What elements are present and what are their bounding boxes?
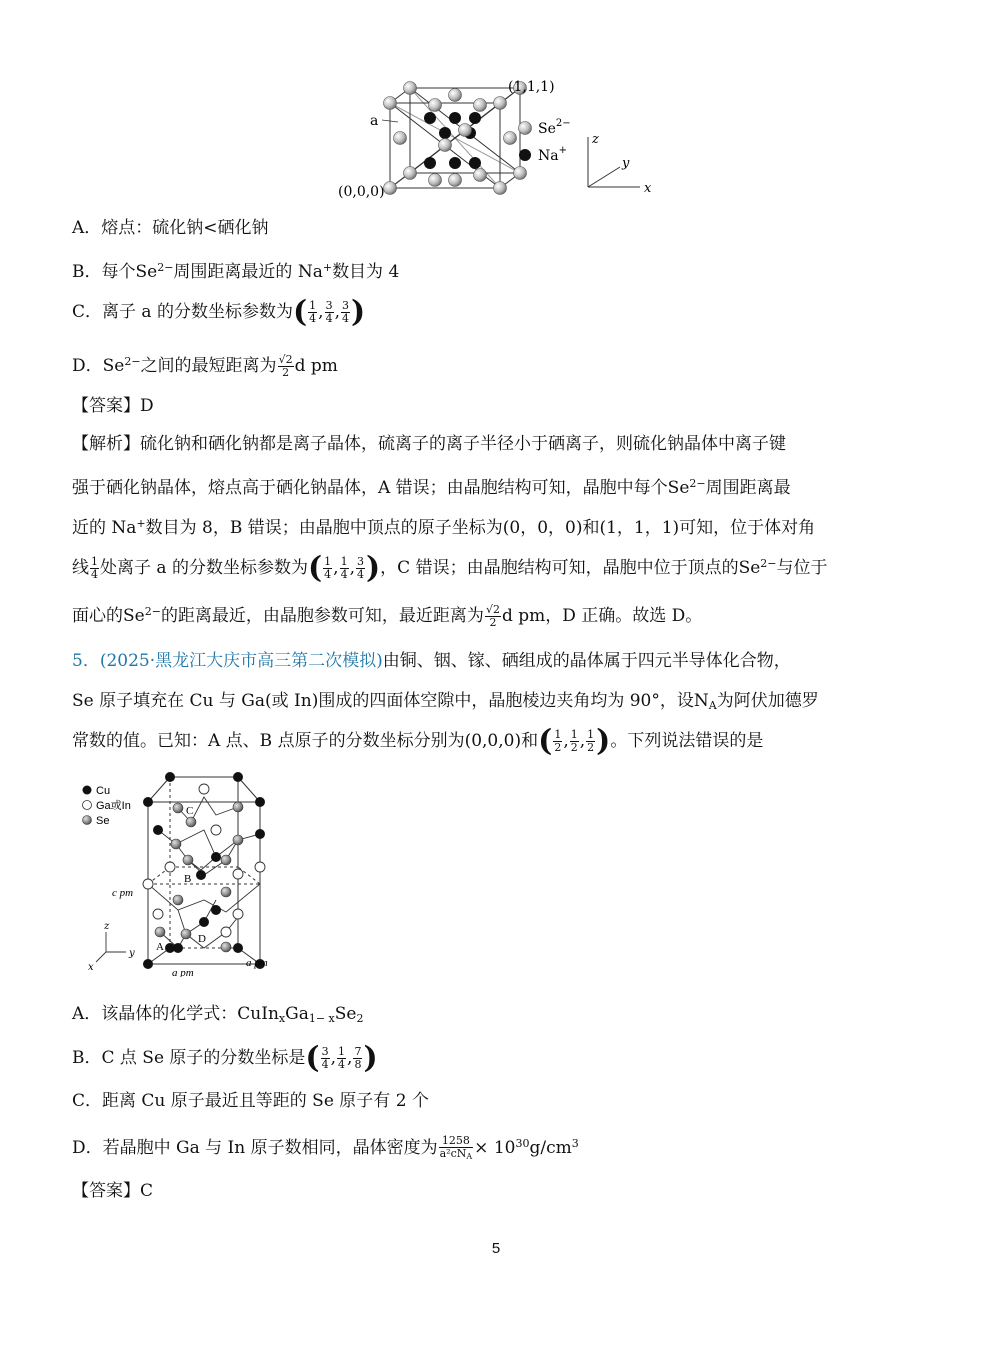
q5-stem2-pre: Se 原子填充在 Cu 与 Ga(或 In)围成的四面体空隙中，晶胞棱边夹角均为 90°，设N: [72, 691, 709, 711]
q4-answer: 【答案】D: [72, 396, 154, 416]
q4-optB-mid: 周围距离最近的 Na: [173, 262, 323, 282]
legend-se-text: [538, 118, 571, 137]
q4-optC-frac1: [308, 300, 317, 325]
exp5-c: d pm，D 正确。故选 D。: [501, 606, 703, 626]
label-b: B: [184, 873, 192, 885]
frac-den: 4: [91, 568, 98, 581]
frac-den: 2: [554, 741, 562, 754]
label-000: (0,0,0): [338, 184, 385, 200]
q4-option-c: C．离子 a 的分数坐标参数为( $\frac{1}{4}$ , $\frac{3}{4}$ , $\frac{3}{4}$ ): [72, 294, 366, 330]
axis-y-label: y: [622, 156, 630, 171]
frac-den: 2: [282, 366, 290, 379]
frac-den-main: a²cN: [439, 1146, 467, 1160]
q4-optD-pre: D．Se: [72, 356, 125, 376]
axis-z-label-2: z: [104, 921, 110, 932]
q4-option-a: A．熔点：硫化钠<硒化钠: [72, 218, 269, 238]
q5-optD-frac: [439, 1135, 474, 1163]
label-d: D: [198, 933, 206, 945]
frac-den: 4: [340, 568, 348, 581]
frac-den: 4: [341, 312, 349, 325]
q4-optB-sup: 2−: [157, 261, 174, 274]
legend-ga-marker: [83, 801, 92, 810]
q5-stem2-post: 为阿伏加德罗: [716, 691, 819, 711]
q4-optD-post: d pm: [294, 356, 338, 376]
frac-num: 1: [91, 555, 98, 568]
q4-optB-sup2: +: [322, 261, 333, 274]
q5-option-a: [72, 1003, 363, 1030]
exp4-a: 线: [72, 558, 89, 578]
frac-num: √2: [485, 603, 500, 616]
frac-den: 2: [489, 616, 497, 629]
exp-line-1: 【解析】硫化钠和硒化钠都是离子晶体，硫离子的离子半径小于硒离子，则硫化钠晶体中离子键: [72, 434, 786, 454]
frac-num: 1: [340, 555, 348, 568]
legend-se-charge: 2−: [555, 118, 571, 129]
axis-x-label: x: [644, 181, 652, 196]
q5-optB-frac1: [321, 1046, 330, 1071]
q5-stem-frac1: [553, 729, 562, 754]
label-c-pm: c pm: [112, 887, 134, 899]
frac-den: 8: [354, 1058, 362, 1071]
q5-optB-frac3: [353, 1046, 362, 1071]
q5-optA-sub3: 2: [356, 1012, 364, 1025]
frac-den: [439, 1148, 474, 1163]
q4-optB-pre: B．每个Se: [72, 262, 158, 282]
frac-den: 2: [587, 741, 595, 754]
frac-den: 4: [309, 312, 317, 325]
q5-option-d: [72, 1133, 579, 1163]
label-a: a: [370, 113, 379, 129]
q5-optD-post: g/cm: [529, 1138, 572, 1158]
q5-answer: 【答案】C: [72, 1181, 154, 1201]
frac-den: 2: [570, 741, 578, 754]
exp-line-4: 线 $\frac{1}{4}$ 处离子 a 的分数坐标参数为( $\frac{1}{4}$ , $\frac{1}{4}$ , $\frac{3}{4}$ )，C 错误；由晶胞结构可知，晶胞中位于顶点的$Se^{2-}$与位于: [72, 550, 828, 586]
label-111: (1,1,1): [508, 79, 555, 95]
frac-den: 4: [325, 312, 333, 325]
label-a: A: [156, 941, 164, 953]
q5-stem2-sub: A: [708, 699, 717, 712]
exp4-frac3: [356, 556, 365, 581]
exp2-pre: 强于硒化钠晶体，熔点高于硒化钠晶体，A 错误；由晶胞结构可知，晶胞中每个Se: [72, 478, 690, 498]
frac-num: 3: [341, 299, 349, 312]
legend-se-marker: [83, 816, 92, 825]
q5-stem-line-1: [72, 641, 922, 681]
legend-cu-label: Cu: [96, 785, 111, 797]
frac-num: 1: [570, 728, 578, 741]
frac-num: 1: [587, 728, 595, 741]
exp-line-3: [72, 504, 922, 544]
axis-y-label-2: y: [129, 948, 135, 959]
q5-option-c: C．距离 Cu 原子最近且等距的 Se 原子有 2 个: [72, 1091, 429, 1111]
frac-den-sub: A: [466, 1151, 473, 1161]
frac-num: 3: [325, 299, 333, 312]
label-c: C: [186, 805, 194, 817]
exp5-b: 的距离最近，由晶胞参数可知，最近距离为: [160, 606, 484, 626]
legend-na-marker: [519, 149, 531, 161]
legend-na-charge: +: [558, 145, 567, 156]
exp3-post: 数目为 8，B 错误；由晶胞中顶点的原子坐标为(0，0，0)和(1，1，1)可知，位于体对角: [145, 518, 816, 538]
exp4-b: 处离子 a 的分数坐标参数为: [100, 558, 308, 578]
q5-optA-sub1: x: [278, 1012, 286, 1025]
exp2-post: 周围距离最: [705, 478, 791, 498]
q5-source: 5．(2025·黑龙江大庆市高三第二次模拟): [72, 651, 383, 671]
q4-option-b: [72, 257, 399, 283]
q5-optD-pre: D．若晶胞中 Ga 与 In 原子数相同，晶体密度为: [72, 1138, 438, 1158]
q5-stem3-pre: 常数的值。已知：A 点、B 点原子的分数坐标分别为(0,0,0)和: [72, 731, 539, 751]
exp4-frac2: [340, 556, 349, 581]
legend-se-label: Se: [538, 121, 556, 137]
frac-num: 1258: [439, 1135, 474, 1148]
label-a-pm-1: a pm: [172, 967, 194, 977]
q4-optD-mid: 之间的最短距离为: [140, 356, 277, 376]
frac-den: 4: [338, 1058, 346, 1071]
exp-line-2: [72, 464, 922, 504]
page-number: 5: [491, 1240, 501, 1257]
q5-stem-frac2: [570, 729, 579, 754]
exp2-sup: 2−: [689, 477, 706, 490]
q5-optA-mid: Ga: [285, 1004, 309, 1024]
q4-optC-pre: C．离子 a 的分数坐标参数为: [72, 302, 293, 322]
legend-na-label: Na: [538, 148, 559, 164]
q4-optB-post: 数目为 4: [332, 262, 400, 282]
exp4-frac1: [323, 556, 332, 581]
frac-num: 1: [309, 299, 317, 312]
q5-stem-frac3: [586, 729, 595, 754]
q5-optD-sup: 30: [515, 1137, 530, 1150]
q4-option-d: [72, 351, 338, 379]
exp4-d: 与位于: [776, 558, 828, 578]
q4-optC-frac2: [325, 300, 334, 325]
exp4-c: ，C 错误；由晶胞结构可知，晶胞中位于顶点的Se: [380, 558, 761, 578]
frac-num: 1: [324, 555, 332, 568]
exp5-frac: [485, 604, 501, 629]
legend-se-marker: [519, 122, 532, 135]
exp3-sup: +: [136, 517, 146, 530]
q5-optD-sup2: 3: [571, 1137, 579, 1150]
frac-num: √2: [278, 353, 293, 366]
q5-stem3-post: 。下列说法错误的是: [610, 731, 764, 751]
q4-optD-frac: [278, 354, 294, 379]
exp-line-5: [72, 592, 922, 632]
q5-optA-sub2: 1− x: [308, 1012, 335, 1025]
cigs-unit-cell-figure: [76, 772, 286, 977]
q4-optD-sup: 2−: [124, 355, 141, 368]
q5-stem-line-3: 常数的值。已知：A 点、B 点原子的分数坐标分别为(0,0,0)和( $\frac{1}{2}$ , $\frac{1}{2}$ , $\frac{1}{2}$ )。下列说法错误的是: [72, 723, 764, 759]
frac-num: 3: [321, 1045, 329, 1058]
axis-x-label-2: x: [88, 962, 94, 973]
q5-optB-pre: B．C 点 Se 原子的分数坐标是: [72, 1048, 306, 1068]
q4-explanation: [72, 424, 922, 632]
axis-z-label: z: [592, 132, 599, 147]
legend-se-label: Se: [96, 815, 110, 827]
q5-optA-mid2: Se: [334, 1004, 357, 1024]
na2se-unit-cell-figure: [330, 75, 660, 200]
q5-optB-frac2: [337, 1046, 346, 1071]
frac-den: 4: [324, 568, 332, 581]
label-a-pm-2: a pm: [246, 957, 268, 969]
axes-icon-2: [96, 932, 126, 962]
legend-na-text: [538, 145, 567, 164]
legend-ga-label: Ga或In: [96, 800, 131, 812]
frac-num: 1: [554, 728, 562, 741]
q5-stem-line-2: [72, 681, 922, 721]
frac-num: 3: [356, 555, 364, 568]
exp5-a: 面心的Se: [72, 606, 145, 626]
q5-stem: [72, 641, 922, 761]
frac-den: 4: [356, 568, 364, 581]
q4-optC-frac3: [341, 300, 350, 325]
frac-num: 7: [354, 1045, 362, 1058]
exp4-sup: 2−: [760, 557, 777, 570]
q5-stem1-rest: 由铜、铟、镓、硒组成的晶体属于四元半导体化合物，: [382, 651, 791, 671]
q5-optA-pre: A．该晶体的化学式：CuIn: [72, 1004, 279, 1024]
q5-optD-mid: × 10: [474, 1138, 516, 1158]
exp5-sup: 2−: [144, 605, 161, 618]
legend-cu-marker: [83, 786, 92, 795]
frac-num: 1: [338, 1045, 346, 1058]
q5-option-b: B．C 点 Se 原子的分数坐标是( $\frac{3}{4}$ , $\frac{1}{4}$ , $\frac{7}{8}$ ): [72, 1040, 378, 1076]
exp3-pre: 近的 Na: [72, 518, 137, 538]
frac-den: 4: [321, 1058, 329, 1071]
exp4-frac: [90, 556, 99, 581]
ga-in-atoms: [143, 784, 265, 937]
